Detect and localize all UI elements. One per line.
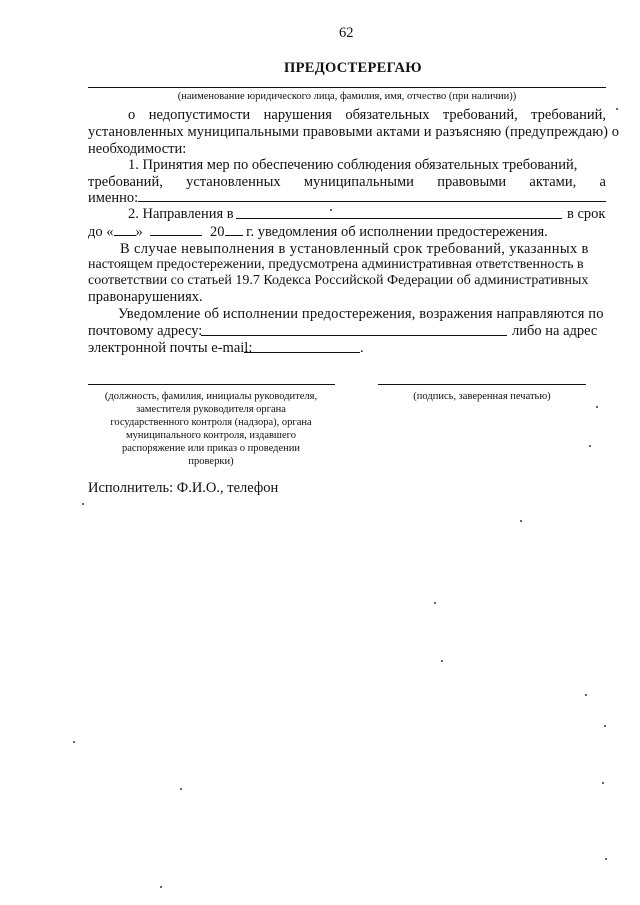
caption-line: заместителя руководителя органа [136, 404, 286, 415]
day-field[interactable] [114, 223, 136, 236]
item2-recipient-field-line[interactable] [236, 218, 562, 219]
scan-speck [330, 209, 332, 211]
scan-speck [73, 741, 75, 743]
address-label: почтовому адресу: [88, 323, 203, 339]
item2-date-line [88, 223, 548, 240]
intro-line-3: необходимости: [88, 141, 187, 157]
scan-speck [596, 406, 598, 408]
caption-line: (должность, фамилия, инициалы руководителя, [104, 391, 318, 402]
word: актами, [529, 174, 577, 190]
word: требований, [442, 107, 518, 123]
word: недопустимости [148, 107, 251, 123]
or-label: либо на адрес [512, 323, 598, 339]
item1-field-line[interactable] [138, 201, 606, 202]
intro-line-2: установленных муниципальными правовыми актами и разъясняю (предупреждаю) о [88, 124, 620, 140]
item2-suffix: в срок [567, 206, 606, 222]
year-prefix: 20 [210, 224, 225, 240]
scan-speck [434, 602, 436, 604]
penalty-line-3: соответствии со статьей 19.7 Кодекса Российской Федерации об административных [88, 273, 589, 288]
scan-speck [604, 725, 606, 727]
signature-caption: (подпись, заверенная печатью) [413, 391, 551, 402]
scan-speck [585, 694, 587, 696]
email-label: электронной почты e-mail: [88, 340, 253, 356]
word: нарушения [263, 107, 332, 123]
official-signature-line[interactable] [88, 384, 335, 385]
word: требований, [88, 174, 163, 190]
date-mid: » [135, 224, 143, 240]
item1-line-3: именно: [88, 190, 139, 206]
word: а [599, 174, 606, 190]
addressee-caption: (наименование юридического лица, фамилия, имя, отчество (при наличии)) [177, 91, 517, 102]
notice-line-1: Уведомление об исполнении предостережения, возражения направляются по [118, 306, 604, 322]
scan-speck [605, 858, 607, 860]
item2-prefix: 2. Направления в [128, 206, 234, 222]
page-title: ПРЕДОСТЕРЕГАЮ [284, 60, 422, 76]
penalty-line-4: правонарушениях. [88, 289, 203, 305]
word: требований, [531, 107, 606, 123]
scan-speck [589, 445, 591, 447]
scan-speck [160, 886, 162, 888]
caption-line: муниципального контроля, издавшего [126, 430, 296, 441]
scan-speck [616, 108, 618, 110]
official-caption [78, 390, 344, 468]
date-suffix: г. уведомления об исполнении предостережения. [246, 224, 548, 240]
item1-line-1: 1. Принятия мер по обеспечению соблюдения обязательных требований, [128, 157, 578, 173]
scan-speck [520, 520, 522, 522]
year-field[interactable] [225, 223, 243, 236]
word: муниципальными [303, 174, 414, 190]
email-end: . [360, 340, 364, 356]
word: о [128, 107, 136, 123]
caption-line: распоряжение или приказ о проведении [121, 443, 301, 454]
caption-line: государственного контроля (надзора), органа [110, 417, 312, 428]
address-field-line[interactable] [201, 335, 507, 336]
penalty-line-1: В случае невыполнения в установленный срок требований, указанных в [120, 241, 589, 257]
scan-speck [602, 782, 604, 784]
penalty-line-2: настоящем предостережении, предусмотрена административная ответственность в [88, 257, 584, 272]
scan-speck [441, 660, 443, 662]
scan-speck [180, 788, 182, 790]
word: обязательных [345, 107, 430, 123]
page-number: 62 [339, 25, 354, 41]
signature-line[interactable] [378, 384, 586, 385]
email-field-line[interactable] [244, 352, 360, 353]
scan-speck [82, 503, 84, 505]
intro-line-1 [128, 107, 606, 123]
executor-line: Исполнитель: Ф.И.О., телефон [88, 480, 279, 496]
date-prefix: до « [88, 224, 114, 240]
addressee-field-line[interactable] [88, 87, 606, 88]
word: установленных [186, 174, 281, 190]
word: правовыми [437, 174, 507, 190]
caption-line: проверки) [188, 456, 234, 467]
item1-line-2 [88, 174, 606, 190]
month-field[interactable] [150, 223, 202, 236]
